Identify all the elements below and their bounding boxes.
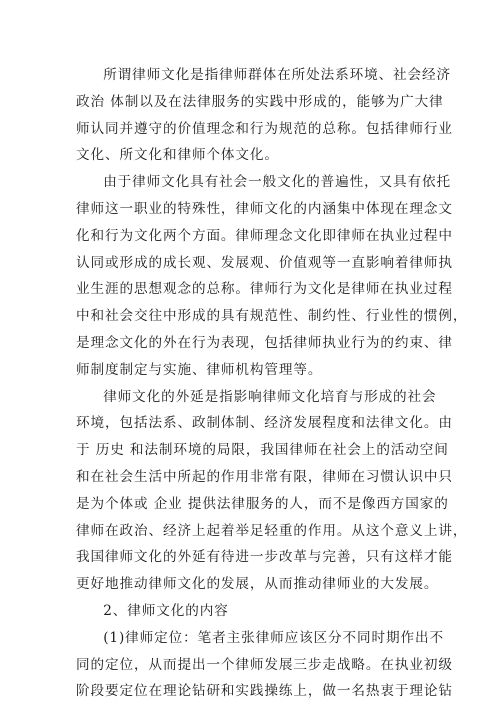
paragraph-extension bbox=[76, 384, 468, 598]
text-line: 师制度制定与实施、律师机构管理等。 bbox=[76, 361, 323, 378]
text-line: 政治 体制以及在法律服务的实践中形成的，能够为广大律 bbox=[76, 93, 444, 110]
text-line: 我国律师文化的外延有待进一步改革与完善，只有这样才能 bbox=[76, 549, 453, 566]
section-heading: 2、律师文化的内容 bbox=[103, 602, 229, 619]
text-line: 律师文化的外延是指影响律师文化培育与形成的社会 bbox=[103, 388, 437, 405]
text-line: 环境，包括法系、政制体制、经济发展程度和法律文化。由 bbox=[76, 415, 453, 432]
text-line: 师认同并遵守的价值理念和行为规范的总称。包括律师行业 bbox=[76, 120, 453, 137]
paragraph-definition bbox=[76, 62, 453, 169]
text-line: 是理念文化的外在行为表现，包括律师执业行为的约束、律 bbox=[76, 334, 453, 351]
paragraph-lawyer-positioning bbox=[76, 625, 453, 705]
text-line: 由于律师文化具有社会一般文化的普遍性，又具有依托 bbox=[103, 174, 452, 191]
text-line: 更好地推动律师文化的发展，从而推动律师业的大发展。 bbox=[76, 576, 439, 593]
document-page bbox=[76, 62, 468, 705]
text-line: 业生涯的思想观念的总称。律师行为文化是律师在执业过程 bbox=[76, 281, 453, 298]
text-line: 认同或形成的成长观、发展观、价值观等一直影响着律师执 bbox=[76, 254, 453, 271]
text-line: 是为个体或 企业 提供法律服务的人，而不是像西方国家的 bbox=[76, 495, 449, 512]
text-line: 所谓律师文化是指律师群体在所处法系环境、社会经济 bbox=[103, 67, 452, 83]
text-line: 文化、所文化和律师个体文化。 bbox=[76, 147, 279, 164]
text-line: 阶段要定位在理论钻研和实践操练上，做一名热衷于理论钻 bbox=[76, 683, 453, 700]
text-line: (1)律师定位：笔者主张律师应该区分不同时期作出不 bbox=[103, 629, 445, 646]
paragraph-connotation bbox=[76, 169, 468, 383]
text-line: 和在社会生活中所起的作用非常有限，律师在习惯认识中只 bbox=[76, 468, 453, 485]
text-line: 中和社会交往中形成的具有规范性、制约性、行业性的惯例， bbox=[76, 308, 468, 325]
text-line: 化和行为文化两个方面。律师理念文化即律师在执业过程中 bbox=[76, 227, 453, 244]
text-line: 律师这一职业的特殊性，律师文化的内涵集中体现在理念文 bbox=[76, 200, 453, 217]
text-line: 于 历史 和法制环境的局限，我国律师在社会上的活动空间 bbox=[76, 442, 449, 459]
text-line: 同的定位，从而提出一个律师发展三步走战略。在执业初级 bbox=[76, 656, 453, 673]
text-line: 律师在政治、经济上起着举足轻重的作用。从这个意义上讲， bbox=[76, 522, 468, 539]
